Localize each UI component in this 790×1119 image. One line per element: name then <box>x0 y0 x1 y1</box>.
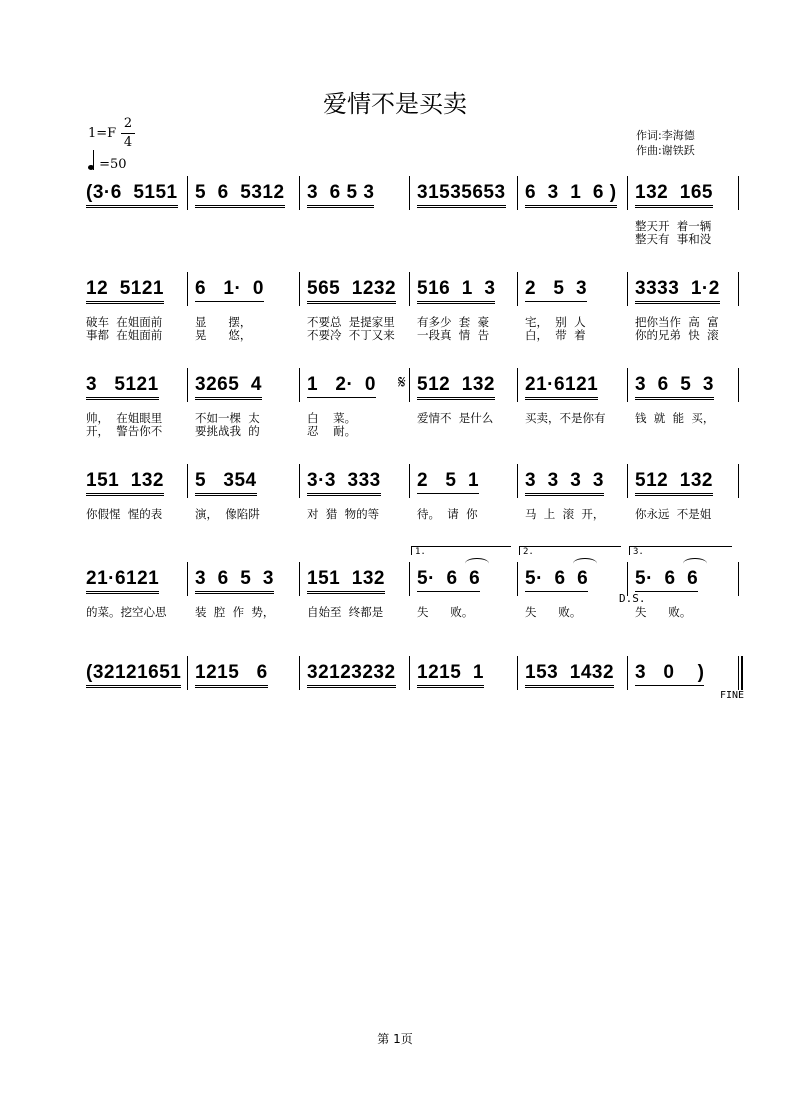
measure-notes: 512 132 <box>635 470 713 496</box>
bar-line <box>517 562 518 596</box>
bar-line <box>299 464 300 498</box>
time-signature <box>121 116 135 151</box>
lyric-verse-1: 失 败。 <box>635 605 692 619</box>
lyric-verse-2: 晃 悠， <box>195 328 252 342</box>
bar-line <box>299 562 300 596</box>
lyric-verse-2: 一段真 情 告 <box>417 328 490 342</box>
lyric-verse-1: 马 上 滚 开， <box>525 507 605 521</box>
final-bar-line <box>741 656 743 690</box>
measure-notes: 2 5 1 <box>417 470 479 494</box>
measure-notes: 3 0 ) <box>635 662 704 686</box>
lyric-verse-2: 你的兄弟 快 滚 <box>635 328 719 342</box>
bar-line <box>627 368 628 402</box>
lyric-verse-2: 要挑战我 的 <box>195 424 260 438</box>
tempo-value: =50 <box>99 157 127 172</box>
volta-bracket: 1. <box>411 546 511 555</box>
composer: 作曲:谢铁跃 <box>636 144 695 157</box>
lyric-verse-1: 有多少 套 豪 <box>417 315 490 329</box>
lyric-verse-1: 你永远 不是姐 <box>635 507 712 521</box>
time-signature-bottom: 4 <box>123 135 133 150</box>
lyric-verse-1: 钱 就 能 买， <box>635 411 715 425</box>
measure-notes: 132 165 <box>635 182 713 208</box>
lyricist: 作词:李海德 <box>636 129 695 142</box>
bar-line <box>627 464 628 498</box>
lyric-verse-1: 自始至 终都是 <box>307 605 384 619</box>
lyric-verse-1: 失 败。 <box>525 605 582 619</box>
bar-line <box>409 176 410 210</box>
measure-notes: 3·3 333 <box>307 470 381 496</box>
measure-notes: 12 5121 <box>86 278 164 304</box>
tie-icon <box>683 558 707 569</box>
lyric-verse-1: 不要总 是提家里 <box>307 315 395 329</box>
bar-line <box>517 368 518 402</box>
bar-line <box>517 272 518 306</box>
measure-notes: 5· 6 6 <box>525 568 588 592</box>
bar-line <box>409 272 410 306</box>
bar-line <box>738 272 739 306</box>
bar-line <box>738 176 739 210</box>
lyric-verse-1: 你假惺 惺的表 <box>86 507 163 521</box>
measure-notes: 6 1· 0 <box>195 278 264 302</box>
fine-marking: FINE <box>720 690 745 701</box>
measure-notes: (32121651 <box>86 662 181 688</box>
lyric-verse-1: 显 摆， <box>195 315 252 329</box>
bar-line <box>299 272 300 306</box>
bar-line <box>738 562 739 596</box>
bar-line <box>299 368 300 402</box>
measure-notes: 32123232 <box>307 662 396 688</box>
measure-notes: 3 6 5 3 <box>307 182 374 208</box>
bar-line <box>299 656 300 690</box>
measure-notes: 3 6 5 3 <box>635 374 714 400</box>
lyric-verse-1: 的菜。挖空心思 <box>86 605 167 619</box>
bar-line <box>517 464 518 498</box>
bar-line <box>409 562 410 596</box>
score-row <box>78 272 738 342</box>
tie-icon <box>573 558 597 569</box>
bar-line <box>187 176 188 210</box>
bar-line <box>627 656 628 690</box>
bar-line <box>187 562 188 596</box>
lyric-verse-1: 白 菜。 <box>307 411 357 425</box>
measure-notes: 3265 4 <box>195 374 262 400</box>
measure-notes: 5 354 <box>195 470 257 496</box>
measure-notes: 3 5121 <box>86 374 159 400</box>
lyric-verse-2: 开， 警告你不 <box>86 424 163 438</box>
bar-line <box>517 656 518 690</box>
bar-line <box>517 176 518 210</box>
bar-line <box>738 464 739 498</box>
lyric-verse-2: 白， 带 着 <box>525 328 586 342</box>
measure-notes: 21·6121 <box>86 568 159 594</box>
bar-line <box>738 368 739 402</box>
bar-line <box>627 562 628 596</box>
lyric-verse-2: 整天有 事和没 <box>635 232 712 246</box>
lyric-verse-1: 待。 请 你 <box>417 507 478 521</box>
measure-notes: 5 6 5312 <box>195 182 285 208</box>
measure-notes: 5· 6 6 <box>417 568 480 592</box>
bar-line <box>409 656 410 690</box>
lyric-verse-2: 事都 在姐面前 <box>86 328 163 342</box>
volta-bracket: 2. <box>519 546 621 555</box>
measure-notes: 31535653 <box>417 182 506 208</box>
page-number: 第 1页 <box>377 1032 413 1046</box>
score-row <box>78 547 738 619</box>
lyric-verse-1: 买卖，不是你有 <box>525 411 606 425</box>
bar-line <box>187 272 188 306</box>
bar-line <box>187 368 188 402</box>
score-row <box>78 656 745 701</box>
bar-line <box>627 272 628 306</box>
lyric-verse-1: 演， 像陷阱 <box>195 507 260 521</box>
bar-line <box>738 656 739 690</box>
measure-notes: 1 2· 0 <box>307 374 376 398</box>
measure-notes: 565 1232 <box>307 278 396 304</box>
time-signature-bar <box>121 133 135 134</box>
lyric-verse-1: 宅， 别 人 <box>525 315 586 329</box>
bar-line <box>409 464 410 498</box>
credits <box>636 128 695 158</box>
lyric-verse-1: 失 败。 <box>417 605 474 619</box>
score-row <box>78 464 738 521</box>
lyric-verse-1: 爱情不 是什么 <box>417 411 494 425</box>
measure-notes: (3·6 5151 <box>86 182 178 208</box>
segno-icon: 𝄋 <box>398 372 406 393</box>
measure-notes: 3 6 5 3 <box>195 568 274 594</box>
bar-line <box>627 176 628 210</box>
bar-line <box>187 656 188 690</box>
note-stem-icon <box>93 150 94 170</box>
measure-notes: 5· 6 6 <box>635 568 698 592</box>
song-title: 爱情不是买卖 <box>323 90 467 118</box>
lyric-verse-1: 把你当作 高 富 <box>635 315 719 329</box>
bar-line <box>299 176 300 210</box>
lyric-verse-1: 不如一棵 太 <box>195 411 260 425</box>
bar-line <box>409 368 410 402</box>
lyric-verse-2: 不要冷 不丁又来 <box>307 328 395 342</box>
key-signature: 1=F <box>88 126 117 141</box>
dal-segno-marking: D.S. <box>619 592 646 605</box>
time-signature-top: 2 <box>123 116 133 131</box>
lyric-verse-1: 装 腔 作 势， <box>195 605 275 619</box>
tempo-marking <box>88 148 127 172</box>
measure-notes: 151 132 <box>307 568 385 594</box>
lyric-verse-1: 破车 在姐面前 <box>86 315 163 329</box>
measure-notes: 151 132 <box>86 470 164 496</box>
measure-notes: 512 132 <box>417 374 495 400</box>
measure-notes: 153 1432 <box>525 662 614 688</box>
lyric-verse-2: 忍 耐。 <box>307 424 357 438</box>
measure-notes: 3333 1·2 <box>635 278 720 304</box>
measure-notes: 3 3 3 3 <box>525 470 604 496</box>
measure-notes: 1215 6 <box>195 662 268 688</box>
bar-line <box>187 464 188 498</box>
measure-notes: 6 3 1 6 ) <box>525 182 617 208</box>
measure-notes: 2 5 3 <box>525 278 587 302</box>
score-row <box>78 368 738 438</box>
score-row <box>78 176 738 246</box>
measure-notes: 516 1 3 <box>417 278 495 304</box>
lyric-verse-1: 整天开 着一辆 <box>635 219 712 233</box>
volta-bracket: 3. <box>629 546 732 555</box>
lyric-verse-1: 帅， 在姐眼里 <box>86 411 163 425</box>
measure-notes: 21·6121 <box>525 374 598 400</box>
measure-notes: 1215 1 <box>417 662 484 688</box>
tie-icon <box>465 558 489 569</box>
lyric-verse-1: 对 猎 物的等 <box>307 507 380 521</box>
